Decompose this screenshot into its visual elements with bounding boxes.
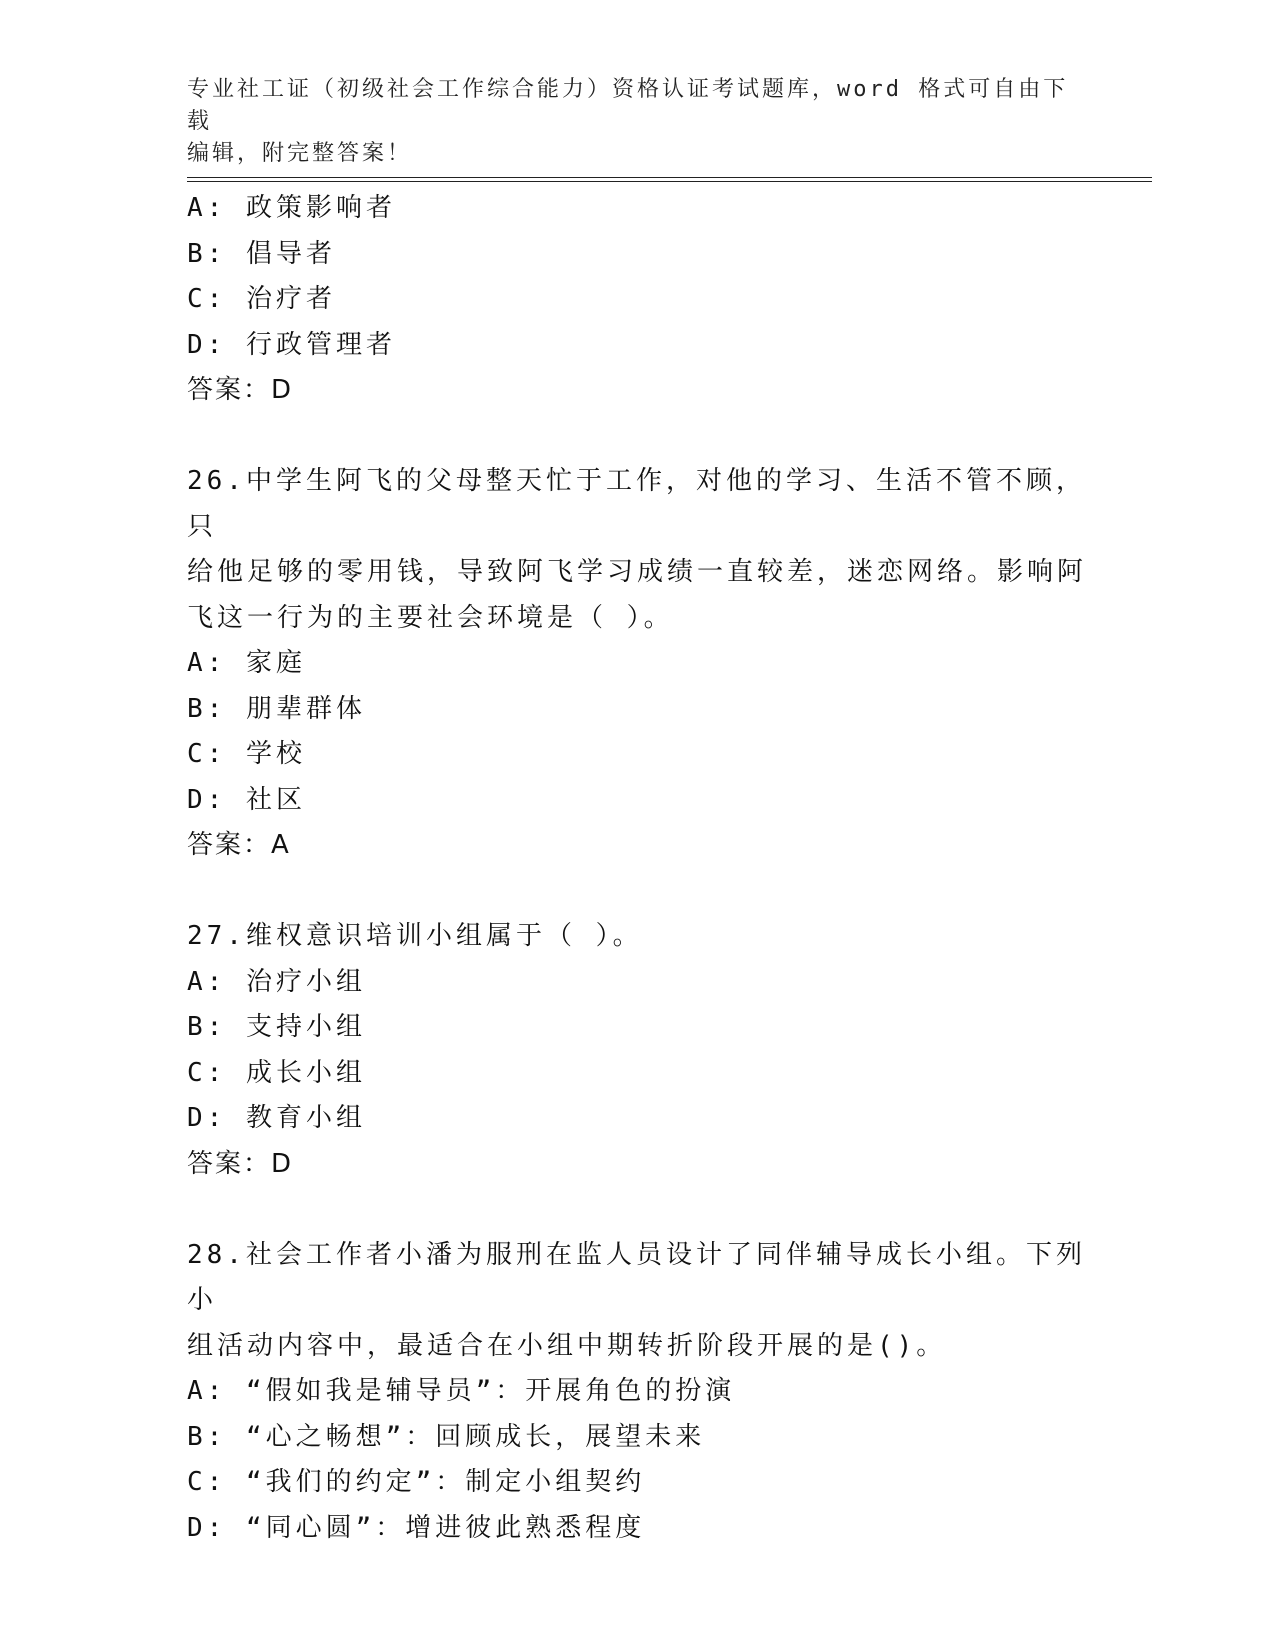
header-divider-top xyxy=(187,177,1152,178)
answer-line: 答案：D xyxy=(187,1148,294,1179)
option-b: B: 朋辈群体 xyxy=(187,693,366,724)
option-b: B: 支持小组 xyxy=(187,1012,366,1042)
question-text-line-1: 27.维权意识培训小组属于（ ）。 xyxy=(187,921,643,951)
header-line-1: 专业社工证（初级社会工作综合能力）资格认证考试题库，word 格式可自由下载 xyxy=(187,77,1069,134)
spacer xyxy=(187,1187,1087,1233)
question-text-line-1: 28.社会工作者小潘为服刑在监人员设计了同伴辅导成长小组。下列小 xyxy=(187,1239,1086,1315)
option-a: A: “假如我是辅导员”：开展角色的扮演 xyxy=(187,1376,736,1406)
question-25-block xyxy=(187,186,1087,414)
question-28-block xyxy=(187,1233,1087,1552)
option-a: A: 治疗小组 xyxy=(187,966,366,997)
spacer xyxy=(187,414,1087,460)
option-c: C: 治疗者 xyxy=(187,284,336,314)
answer-line: 答案：D xyxy=(187,375,294,405)
option-d: D: 行政管理者 xyxy=(187,329,396,360)
option-d: D: “同心圆”：增进彼此熟悉程度 xyxy=(187,1512,646,1543)
option-d: D: 社区 xyxy=(187,784,306,815)
header-divider-bottom xyxy=(187,181,1152,182)
question-content xyxy=(187,186,1087,1551)
question-27-block xyxy=(187,914,1087,1187)
option-b: B: “心之畅想”：回顾成长，展望未来 xyxy=(187,1421,706,1452)
option-c: C: 学校 xyxy=(187,739,306,769)
header-line-2: 编辑，附完整答案！ xyxy=(187,141,413,166)
question-text-line-1: 26.中学生阿飞的父母整天忙于工作，对他的学习、生活不管不顾，只 xyxy=(187,466,1086,542)
question-text-line-2: 给他足够的零用钱，导致阿飞学习成绩一直较差，迷恋网络。影响阿 xyxy=(187,557,1088,587)
option-d: D: 教育小组 xyxy=(187,1103,366,1133)
option-a: A: 家庭 xyxy=(187,648,306,678)
option-c: C: 成长小组 xyxy=(187,1057,366,1088)
question-text-line-3: 飞这一行为的主要社会环境是（ ）。 xyxy=(187,602,674,633)
question-text-line-2: 组活动内容中，最适合在小组中期转折阶段开展的是()。 xyxy=(187,1330,947,1361)
document-header xyxy=(187,74,1087,170)
answer-line: 答案：A xyxy=(187,830,291,860)
question-26-block xyxy=(187,459,1087,869)
option-c: C: “我们的约定”：制定小组契约 xyxy=(187,1467,646,1497)
spacer xyxy=(187,869,1087,915)
option-b: B: 倡导者 xyxy=(187,238,336,269)
option-a: A: 政策影响者 xyxy=(187,193,396,223)
